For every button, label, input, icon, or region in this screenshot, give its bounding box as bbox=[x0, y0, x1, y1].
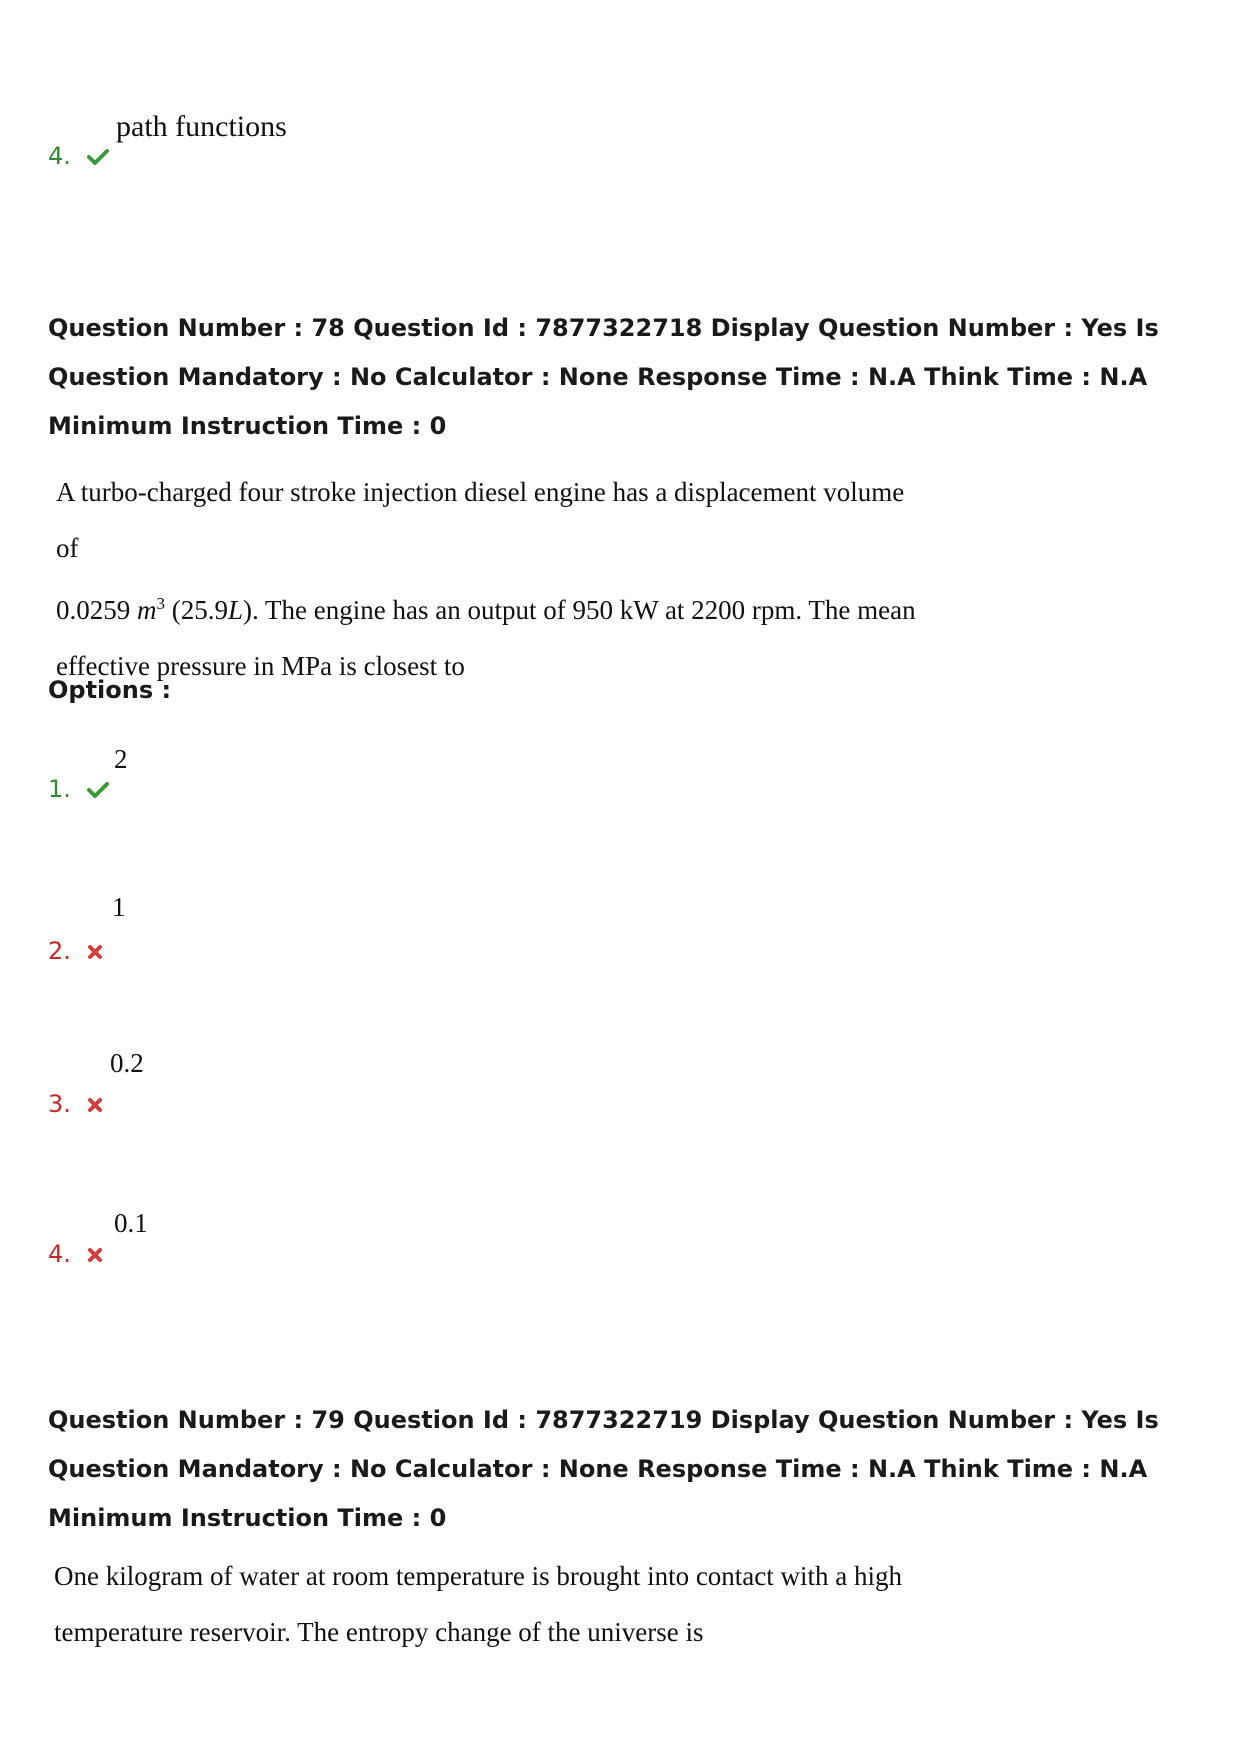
cross-icon bbox=[87, 944, 103, 960]
option-2-value: 1 bbox=[112, 892, 126, 922]
option-number-text: 3. bbox=[48, 1090, 71, 1118]
option-number-text: 1. bbox=[48, 775, 71, 803]
q78-line-2-rest: ). The engine has an output of 950 kW at 2200 rpm. The mean bbox=[243, 595, 916, 625]
q78-unit-L: L bbox=[228, 595, 244, 625]
cross-icon bbox=[87, 1247, 103, 1263]
question-78-text bbox=[56, 464, 916, 694]
prev-option-text: path functions bbox=[116, 110, 287, 143]
check-icon bbox=[87, 148, 109, 166]
q78-liters-open: (25.9 bbox=[171, 595, 228, 625]
option-2-number bbox=[48, 937, 103, 965]
option-1-number bbox=[48, 775, 109, 803]
q78-line-1: A turbo-charged four stroke injection diesel engine has a displacement volume of bbox=[56, 477, 905, 563]
q78-unit-m: m bbox=[137, 595, 157, 625]
question-79-text bbox=[54, 1548, 954, 1660]
q78-unit-exponent: 3 bbox=[156, 594, 165, 613]
q78-volume-value: 0.0259 bbox=[56, 595, 131, 625]
option-4-number bbox=[48, 1240, 103, 1268]
option-3-number bbox=[48, 1090, 103, 1118]
q78-line-3: effective pressure in MPa is closest to bbox=[56, 651, 465, 681]
option-4-value: 0.1 bbox=[114, 1208, 148, 1238]
option-number-text: 2. bbox=[48, 937, 71, 965]
prev-option-number bbox=[48, 142, 109, 170]
prev-option-number-text: 4. bbox=[48, 142, 71, 170]
options-label: Options : bbox=[48, 676, 172, 704]
q78-line-2 bbox=[56, 576, 916, 638]
option-1-value: 2 bbox=[114, 744, 128, 774]
q79-line-2: temperature reservoir. The entropy change of the universe is bbox=[54, 1617, 704, 1647]
check-icon bbox=[87, 781, 109, 799]
option-3-value: 0.2 bbox=[110, 1048, 144, 1078]
q79-line-1: One kilogram of water at room temperature is brought into contact with a high bbox=[54, 1561, 903, 1591]
question-79-meta: Question Number : 79 Question Id : 7877322719 Display Question Number : Yes Is Question Mandatory : No Calculator : None Response Time : N.A Think Time : N.A Minimum Instruction Time : 0 bbox=[48, 1406, 1159, 1532]
option-number-text: 4. bbox=[48, 1240, 71, 1268]
cross-icon bbox=[87, 1097, 103, 1113]
question-78-meta: Question Number : 78 Question Id : 7877322718 Display Question Number : Yes Is Question Mandatory : No Calculator : None Response Time : N.A Think Time : N.A Minimum Instruction Time : 0 bbox=[48, 314, 1159, 440]
